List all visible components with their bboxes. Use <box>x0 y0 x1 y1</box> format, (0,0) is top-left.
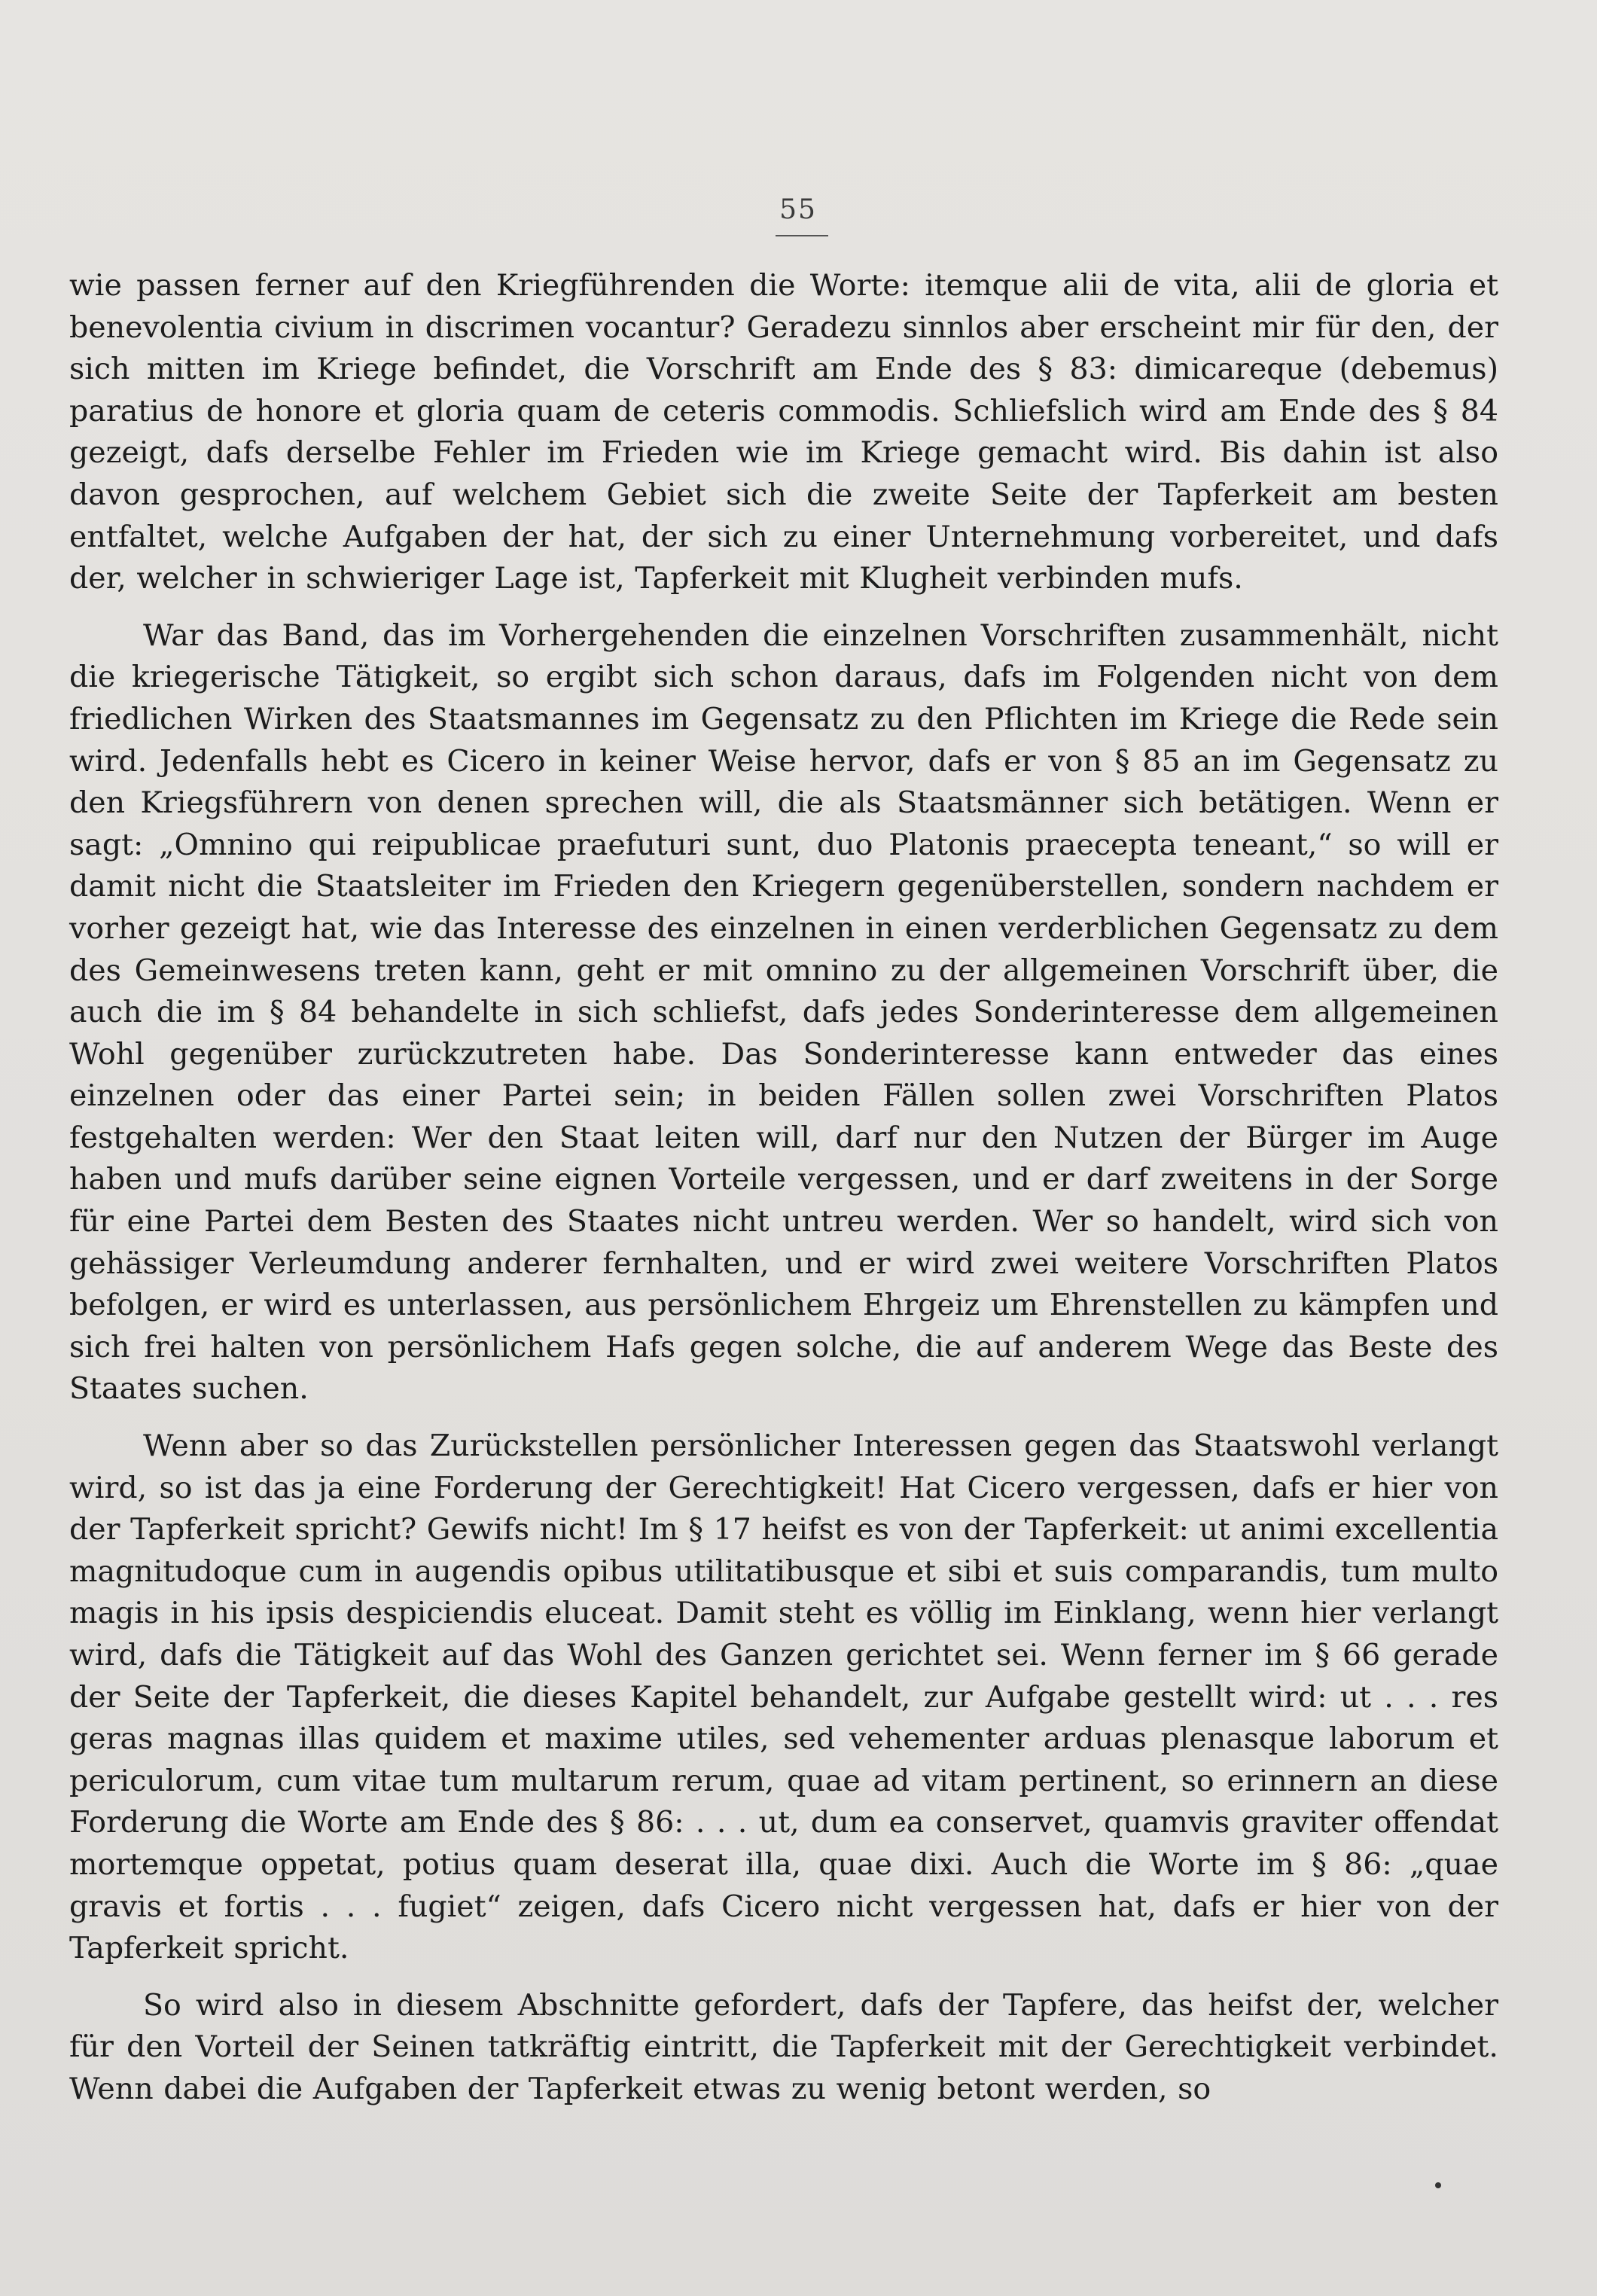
paragraph-3: Wenn aber so das Zurückstellen persönlicher Interessen gegen das Staatswohl verlangt wird, so ist das ja eine Forderung der Gerechtigkeit! Hat Cicero vergessen, dafs er hier von der Tapferkeit spricht? Gewifs nicht! Im § 17 heifst es von der Tapferkeit: ut animi excellentia magnitudoque cum in augendis opibus utilitatibusque et sibi et suis comparandis, tum multo magis in his ipsis despiciendis eluceat. Damit steht es völlig im Einklang, wenn hier verlangt wird, dafs die Tätigkeit auf das Wohl des Ganzen gerichtet sei. Wenn ferner im § 66 gerade der Seite der Tapferkeit, die dieses Kapitel behandelt, zur Aufgabe gestellt wird: ut . . . res geras magnas illas quidem et maxime utiles, sed vehementer arduas plenasque laborum et periculorum, cum vitae tum multarum rerum, quae ad vitam pertinent, so erinnern an diese Forderung die Worte am Ende des § 86: . . . ut, dum ea conservet, quamvis graviter offendat mortemque oppetat, potius quam deserat illa, quae dixi. Auch die Worte im § 86: „quae gravis et fortis . . . fugiet“ zeigen, dafs Cicero nicht vergessen hat, dafs er hier von der Tapferkeit spricht. <box>69 1429 1498 1966</box>
ink-speck <box>1435 2182 1441 2188</box>
paragraph-2: War das Band, das im Vorhergehenden die einzelnen Vorschriften zusammenhält, nicht die kriegerische Tätigkeit, so ergibt sich schon daraus, dafs im Folgenden nicht von dem friedlichen Wirken des Staatsmannes im Gegensatz zu den Pflichten im Kriege die Rede sein wird. Jedenfalls hebt es Cicero in keiner Weise hervor, dafs er von § 85 an im Gegensatz zu den Kriegsführern von denen sprechen will, die als Staatsmänner sich betätigen. Wenn er sagt: „Omnino qui reipublicae praefuturi sunt, duo Platonis praecepta teneant,“ so will er damit nicht die Staatsleiter im Frieden den Kriegern gegenüberstellen, sondern nachdem er vorher gezeigt hat, wie das Interesse des einzelnen in einen verderblichen Gegensatz zu dem des Gemeinwesens treten kann, geht er mit omnino zu der allgemeinen Vorschrift über, die auch die im § 84 behandelte in sich schliefst, dafs jedes Sonderinteresse dem allgemeinen Wohl gegenüber zurückzutreten habe. Das Sonderinteresse kann entweder das eines einzelnen oder das einer Partei sein; in beiden Fällen sollen zwei Vorschriften Platos festgehalten werden: Wer den Staat leiten will, darf nur den Nutzen der Bürger im Auge haben und mufs darüber seine eignen Vorteile vergessen, und er darf zweitens in der Sorge für eine Partei dem Besten des Staates nicht untreu werden. Wer so handelt, wird sich von gehässiger Verleumdung anderer fernhalten, und er wird zwei weitere Vorschriften Platos befolgen, er wird es unterlassen, aus persönlichem Ehrgeiz um Ehrenstellen zu kämpfen und sich frei halten von persönlichem Hafs gegen solche, die auf anderem Wege das Beste des Staates suchen. <box>69 617 1498 1407</box>
body-text <box>69 265 1498 2111</box>
paragraph-4: So wird also in diesem Abschnitte gefordert, dafs der Tapfere, das heifst der, welcher für den Vorteil der Seinen tatkräftig eintritt, die Tapferkeit mit der Gerechtigkeit verbindet. Wenn dabei die Aufgaben der Tapferkeit etwas zu wenig betont werden, so <box>69 1987 1498 2106</box>
paragraph-1: wie passen ferner auf den Kriegführenden die Worte: itemque alii de vita, alii de gloria et benevolentia civium in discrimen vocantur? Geradezu sinnlos aber erscheint mir für den, der sich mitten im Kriege befindet, die Vorschrift am Ende des § 83: dimicareque (debemus) paratius de honore et gloria quam de ceteris commodis. Schliefslich wird am Ende des § 84 gezeigt, dafs derselbe Fehler im Frieden wie im Kriege gemacht wird. Bis dahin ist also davon gesprochen, auf welchem Gebiet sich die zweite Seite der Tapferkeit am besten entfaltet, welche Aufgaben der hat, der sich zu einer Unternehmung vorbereitet, und dafs der, welcher in schwieriger Lage ist, Tapferkeit mit Klugheit verbinden mufs. <box>69 268 1498 596</box>
page-number: 55 <box>779 194 817 225</box>
page-number-rule <box>776 235 828 236</box>
